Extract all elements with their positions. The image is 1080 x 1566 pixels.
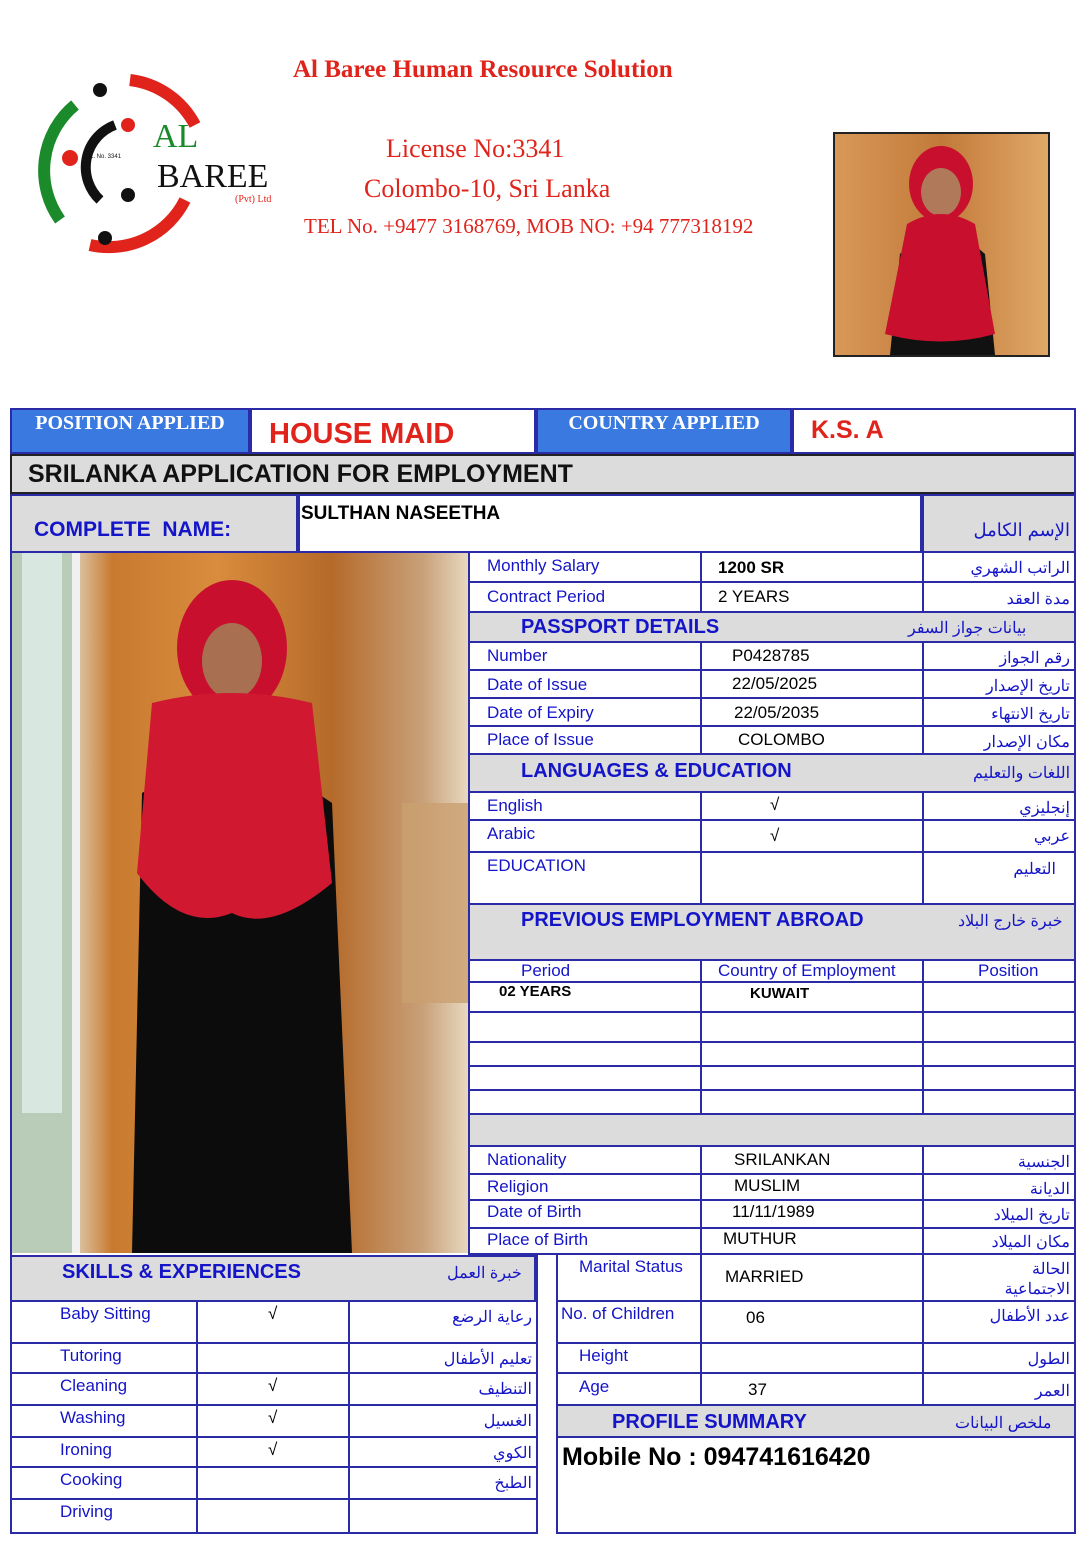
previous-employment-row bbox=[468, 983, 1076, 1013]
mobile-number: Mobile No : 094741616420 bbox=[562, 1443, 871, 1471]
languages-arabic: اللغات والتعليم bbox=[973, 765, 1071, 782]
position-applied-label: POSITION APPLIED bbox=[35, 412, 225, 434]
skill-check: √ bbox=[268, 1376, 278, 1395]
children-row bbox=[558, 1302, 1076, 1344]
profile-summary-arabic: ملخص البيانات bbox=[955, 1415, 1052, 1432]
nationality-label: Nationality bbox=[487, 1150, 567, 1169]
logo-word-baree: BAREE bbox=[157, 158, 269, 195]
skill-row bbox=[10, 1302, 536, 1344]
height-arabic: الطول bbox=[1027, 1351, 1070, 1368]
skill-label: Washing bbox=[60, 1408, 126, 1427]
english-label: English bbox=[487, 796, 543, 815]
english-check: √ bbox=[770, 795, 780, 814]
license-number: License No:3341 bbox=[386, 134, 565, 163]
place-of-issue-arabic: مكان الإصدار bbox=[983, 734, 1070, 751]
skill-row bbox=[10, 1468, 536, 1500]
skill-row bbox=[10, 1438, 536, 1468]
logo-license: L.L. No. 3341 bbox=[85, 154, 122, 160]
pob-row bbox=[468, 1229, 1076, 1255]
skill-label: Baby Sitting bbox=[60, 1304, 151, 1323]
skills-section-header bbox=[10, 1255, 536, 1302]
position-applied-value: HOUSE MAID bbox=[269, 418, 455, 450]
skill-row bbox=[10, 1406, 536, 1438]
skill-arabic: الكوي bbox=[493, 1445, 532, 1462]
expiry-date-value: 22/05/2035 bbox=[734, 703, 820, 722]
country-value-cell bbox=[792, 408, 1076, 454]
height-label: Height bbox=[579, 1346, 629, 1365]
dob-row bbox=[468, 1201, 1076, 1229]
passport-number-value: P0428785 bbox=[732, 646, 810, 665]
skill-check: √ bbox=[268, 1440, 278, 1459]
age-value: 37 bbox=[748, 1380, 767, 1399]
salary-value: 1200 SR bbox=[718, 558, 785, 577]
skill-label: Tutoring bbox=[60, 1346, 122, 1365]
passport-title: PASSPORT DETAILS bbox=[521, 616, 720, 638]
period-header: Period bbox=[521, 961, 571, 980]
skill-row bbox=[10, 1344, 536, 1374]
age-label: Age bbox=[579, 1377, 610, 1396]
previous-empty-row bbox=[468, 1013, 1076, 1043]
spacer-row bbox=[468, 1115, 1076, 1147]
dob-arabic: تاريخ الميلاد bbox=[993, 1207, 1070, 1224]
passport-arabic: بيانات جواز السفر bbox=[908, 620, 1027, 637]
languages-title: LANGUAGES & EDUCATION bbox=[521, 760, 792, 782]
arabic-row bbox=[468, 821, 1076, 853]
position-label-cell bbox=[10, 408, 250, 454]
marital-label: Marital Status bbox=[579, 1257, 683, 1276]
name-value-cell bbox=[298, 494, 922, 553]
passport-number-label: Number bbox=[487, 646, 548, 665]
company-address: Colombo-10, Sri Lanka bbox=[364, 174, 611, 203]
contract-label: Contract Period bbox=[487, 587, 606, 606]
name-arabic-cell bbox=[922, 494, 1076, 553]
nationality-value: SRILANKAN bbox=[734, 1150, 831, 1169]
previous-employment-arabic: خبرة خارج البلاد bbox=[958, 913, 1063, 930]
contract-value: 2 YEARS bbox=[718, 587, 790, 606]
salary-arabic: الراتب الشهري bbox=[970, 560, 1070, 577]
complete-name-arabic: الإسم الكامل bbox=[973, 520, 1070, 540]
logo-word-al: AL bbox=[153, 118, 199, 155]
religion-value: MUSLIM bbox=[734, 1176, 801, 1195]
previous-employment-header bbox=[468, 905, 1076, 961]
issue-date-arabic: تاريخ الإصدار bbox=[985, 678, 1070, 695]
education-row bbox=[468, 853, 1076, 905]
skill-arabic: الطبخ bbox=[494, 1475, 532, 1492]
country-applied-label: COUNTRY APPLIED bbox=[568, 412, 760, 434]
skill-arabic: رعاية الرضع bbox=[452, 1309, 532, 1326]
pob-label: Place of Birth bbox=[487, 1230, 589, 1249]
issue-date-value: 22/05/2025 bbox=[732, 674, 818, 693]
previous-empty-row bbox=[468, 1091, 1076, 1115]
full-photo bbox=[12, 553, 470, 1253]
position-header: Position bbox=[978, 961, 1039, 980]
place-of-issue-label: Place of Issue bbox=[487, 730, 594, 749]
marital-arabic: الحالة الاجتماعية bbox=[1004, 1261, 1070, 1298]
country-header: Country of Employment bbox=[718, 961, 896, 980]
passport-section-header bbox=[468, 613, 1076, 643]
expiry-date-row bbox=[468, 699, 1076, 727]
place-of-issue-row bbox=[468, 727, 1076, 755]
expiry-date-label: Date of Expiry bbox=[487, 703, 594, 722]
previous-empty-row bbox=[468, 1067, 1076, 1091]
arabic-arabic: عربي bbox=[1033, 828, 1070, 845]
previous-employment-title: PREVIOUS EMPLOYMENT ABROAD bbox=[521, 909, 864, 931]
form-title: SRILANKA APPLICATION FOR EMPLOYMENT bbox=[28, 460, 573, 488]
previous-period: 02 YEARS bbox=[499, 983, 572, 1000]
complete-name-label: COMPLETE NAME: bbox=[34, 518, 232, 541]
children-label: No. of Children bbox=[561, 1304, 675, 1323]
salary-label: Monthly Salary bbox=[487, 556, 600, 575]
education-arabic: التعليم bbox=[1013, 861, 1056, 878]
name-label-cell bbox=[10, 494, 298, 553]
passport-number-arabic: رقم الجواز bbox=[999, 650, 1070, 667]
religion-label: Religion bbox=[487, 1177, 549, 1196]
education-label: EDUCATION bbox=[487, 856, 586, 875]
skill-label: Cooking bbox=[60, 1470, 123, 1489]
contract-row bbox=[468, 583, 1076, 613]
salary-row bbox=[468, 553, 1076, 583]
skill-arabic: تعليم الأطفال bbox=[443, 1351, 532, 1368]
languages-section-header bbox=[468, 755, 1076, 793]
skills-arabic: خبرة العمل bbox=[447, 1265, 522, 1282]
children-arabic: عدد الأطفال bbox=[989, 1308, 1070, 1325]
contract-arabic: مدة العقد bbox=[1006, 591, 1070, 608]
company-name: Al Baree Human Resource Solution bbox=[293, 56, 673, 83]
issue-date-row bbox=[468, 671, 1076, 699]
pob-value: MUTHUR bbox=[723, 1229, 797, 1248]
religion-row bbox=[468, 1175, 1076, 1201]
skill-row bbox=[10, 1500, 536, 1534]
logo-suffix: (Pvt) Ltd bbox=[235, 194, 272, 205]
age-row bbox=[558, 1374, 1076, 1406]
expiry-date-arabic: تاريخ الانتهاء bbox=[991, 706, 1070, 723]
profile-summary-title: PROFILE SUMMARY bbox=[612, 1411, 807, 1433]
arabic-label: Arabic bbox=[487, 824, 536, 843]
place-of-issue-value: COLOMBO bbox=[738, 730, 825, 749]
issue-date-label: Date of Issue bbox=[487, 675, 588, 694]
form-title-bar bbox=[10, 454, 1076, 494]
profile-summary-header bbox=[558, 1406, 1076, 1438]
nationality-arabic: الجنسية bbox=[1017, 1154, 1070, 1171]
previous-empty-row bbox=[468, 1043, 1076, 1067]
nationality-row bbox=[468, 1147, 1076, 1175]
height-row bbox=[558, 1344, 1076, 1374]
skill-check: √ bbox=[268, 1304, 278, 1323]
previous-country: KUWAIT bbox=[750, 985, 810, 1002]
country-applied-value: K.S. A bbox=[811, 416, 884, 444]
country-label-cell bbox=[536, 408, 792, 454]
children-value: 06 bbox=[746, 1308, 765, 1327]
dob-label: Date of Birth bbox=[487, 1202, 582, 1221]
english-row bbox=[468, 793, 1076, 821]
company-logo bbox=[20, 70, 290, 260]
skill-label: Ironing bbox=[60, 1440, 112, 1459]
skill-label: Cleaning bbox=[60, 1376, 128, 1395]
profile-summary-body bbox=[558, 1438, 1076, 1534]
skill-arabic: التنظيف bbox=[478, 1381, 532, 1398]
religion-arabic: الديانة bbox=[1029, 1181, 1070, 1198]
arabic-check: √ bbox=[770, 826, 780, 845]
passport-photo bbox=[833, 132, 1050, 357]
skill-row bbox=[10, 1374, 536, 1406]
marital-row bbox=[558, 1255, 1076, 1302]
skill-label: Driving bbox=[60, 1502, 113, 1521]
english-arabic: إنجليزي bbox=[1019, 800, 1070, 817]
position-value-cell bbox=[250, 408, 536, 454]
previous-employment-columns bbox=[468, 961, 1076, 983]
marital-value: MARRIED bbox=[725, 1267, 804, 1286]
passport-number-row bbox=[468, 643, 1076, 671]
dob-value: 11/11/1989 bbox=[732, 1202, 815, 1221]
skill-arabic: الغسيل bbox=[483, 1413, 532, 1430]
skills-title: SKILLS & EXPERIENCES bbox=[62, 1261, 301, 1283]
skill-check: √ bbox=[268, 1408, 278, 1427]
complete-name-value: SULTHAN NASEETHA bbox=[301, 503, 501, 524]
pob-arabic: مكان الميلاد bbox=[991, 1234, 1070, 1251]
company-phone: TEL No. +9477 3168769, MOB NO: +94 777318192 bbox=[304, 214, 754, 238]
age-arabic: العمر bbox=[1034, 1383, 1070, 1400]
